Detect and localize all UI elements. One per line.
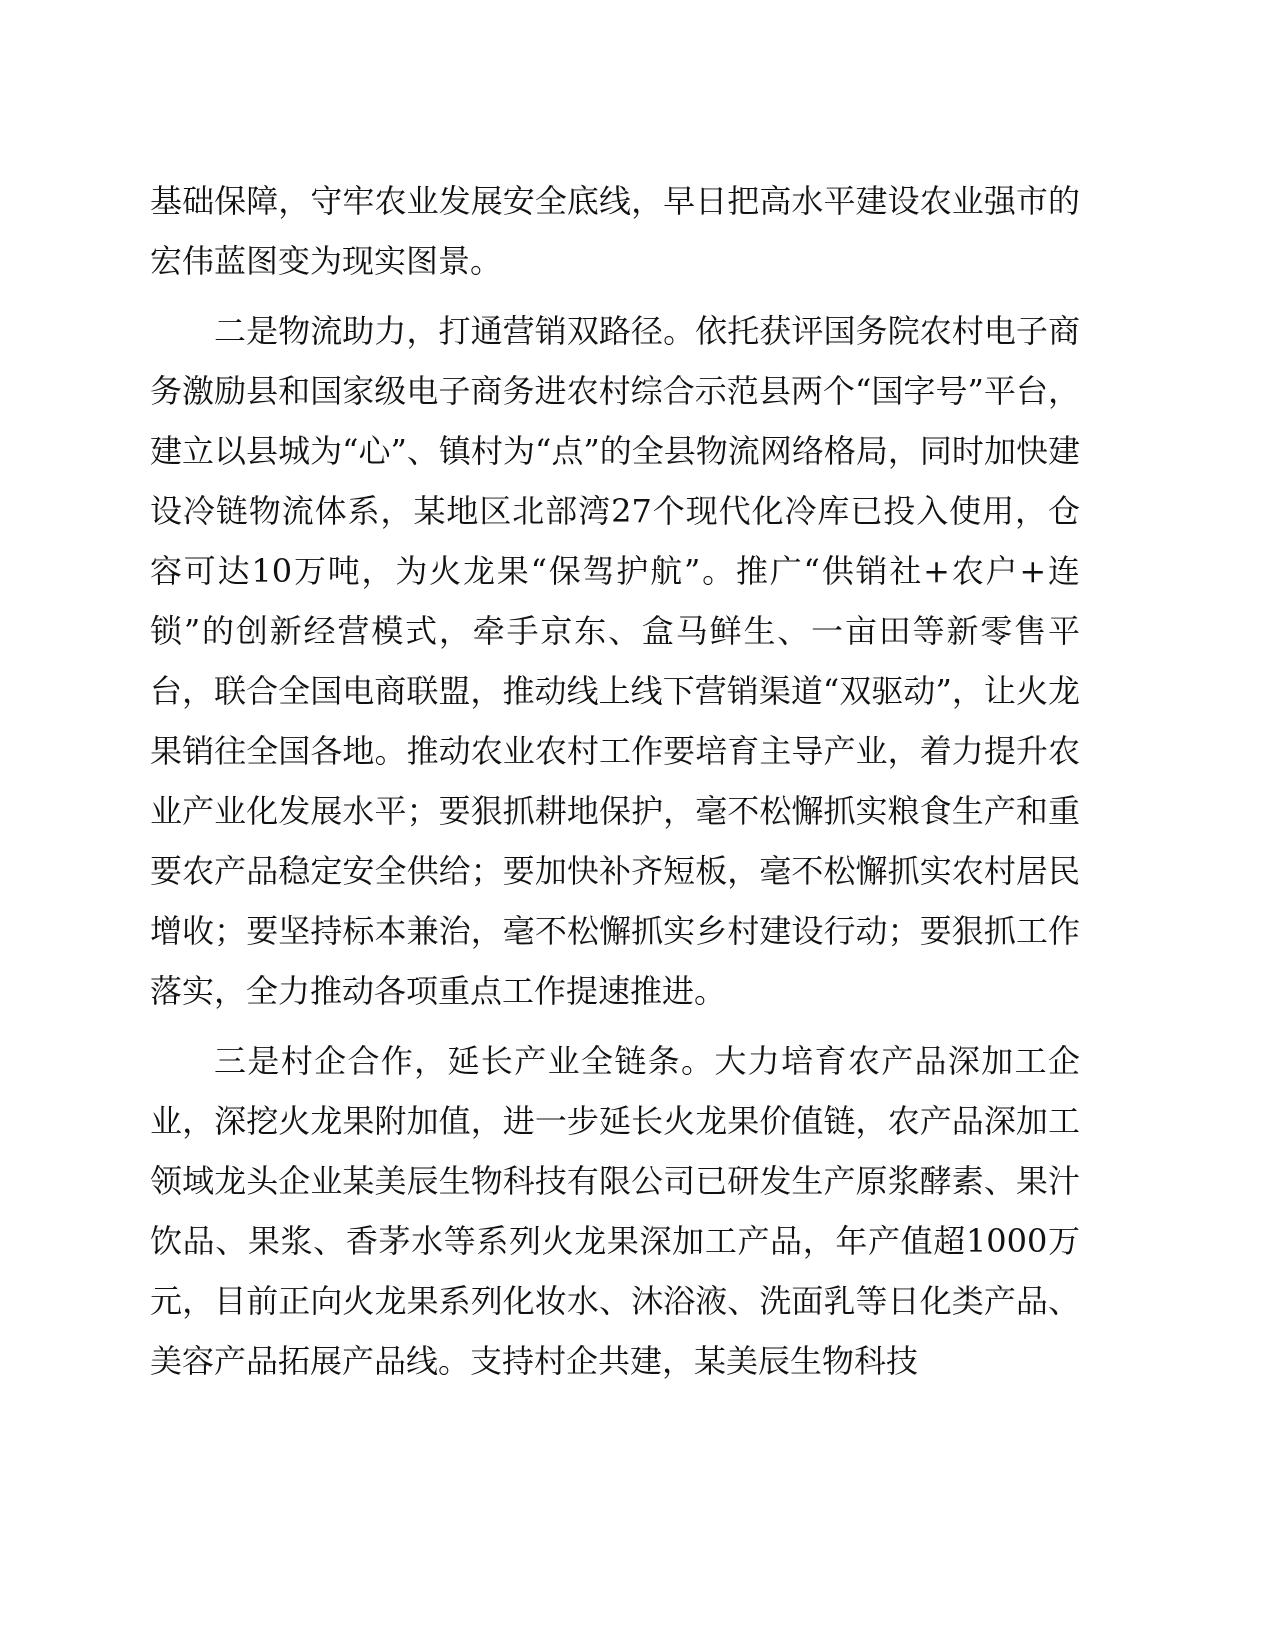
document-body — [150, 171, 1080, 1391]
paragraph-logistics: 二是物流助力，打通营销双路径。依托获评国务院农村电子商务激励县和国家级电子商务进农村综合示范县两个“国字号”平台，建立以县城为“心”、镇村为“点”的全县物流网络格局，同时加快建设冷链物流体系，某地区北部湾27个现代化冷库已投入使用，仓容可达10万吨，为火龙果“保驾护航”。推广“供销社+农户+连锁”的创新经营模式，牵手京东、盒马鲜生、一亩田等新零售平台，联合全国电商联盟，推动线上线下营销渠道“双驱动”，让火龙果销往全国各地。推动农业农村工作要培育主导产业，着力提升农业产业化发展水平；要狠抓耕地保护，毫不松懈抓实粮食生产和重要农产品稳定安全供给；要加快补齐短板，毫不松懈抓实农村居民增收；要坚持标本兼治，毫不松懈抓实乡村建设行动；要狠抓工作落实，全力推动各项重点工作提速推进。 — [150, 312, 1080, 1010]
paragraph-village-enterprise: 三是村企合作，延长产业全链条。大力培育农产品深加工企业，深挖火龙果附加值，进一步延长火龙果价值链，农产品深加工领域龙头企业某美辰生物科技有限公司已研发生产原浆酵素、果汁饮品、果浆、香茅水等系列火龙果深加工产品，年产值超1000万元，目前正向火龙果系列化妆水、沐浴液、洗面乳等日化类产品、美容产品拓展产品线。支持村企共建，某美辰生物科技 — [150, 1042, 1080, 1380]
paragraph-continued: 基础保障，守牢农业发展安全底线，早日把高水平建设农业强市的宏伟蓝图变为现实图景。 — [150, 182, 1080, 280]
